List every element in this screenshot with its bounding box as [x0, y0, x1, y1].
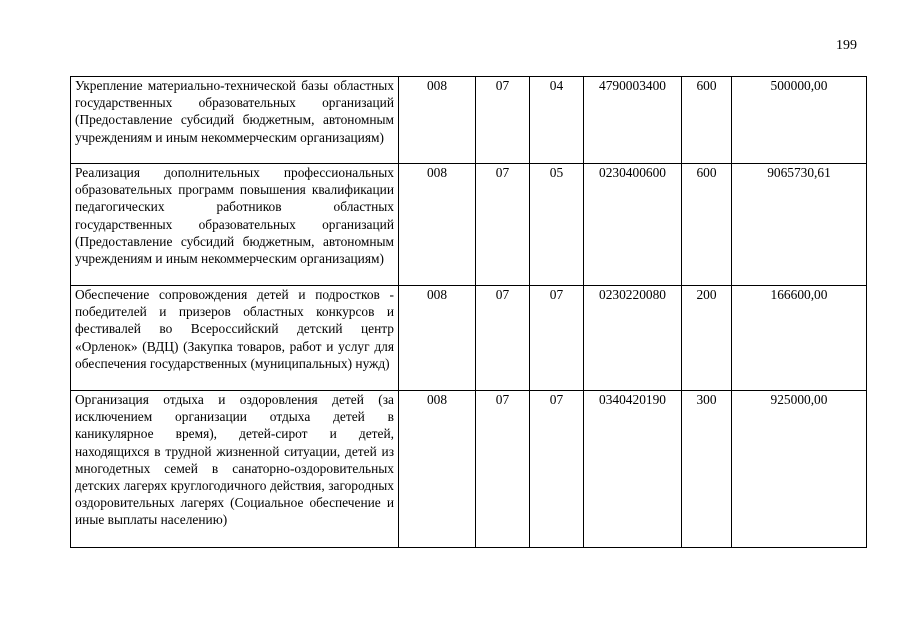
ministry-code: 008: [399, 77, 476, 164]
section-code: 07: [476, 391, 530, 548]
section-code: 07: [476, 286, 530, 391]
budget-table: [70, 76, 867, 548]
row-description: Укрепление материально-технической базы областных государственных образовательных организаций (Предоставление субсидий бюджетным, автономным учреждениям и иным некоммерческим организациям): [71, 77, 399, 164]
section-code: 07: [476, 164, 530, 286]
amount-value: 925000,00: [732, 391, 867, 548]
table-row: [71, 164, 867, 286]
section-code: 07: [476, 77, 530, 164]
table-row: [71, 391, 867, 548]
amount-value: 166600,00: [732, 286, 867, 391]
subsection-code: 05: [530, 164, 584, 286]
target-article-code: 0340420190: [584, 391, 682, 548]
row-description: Реализация дополнительных профессиональных образовательных программ повышения квалификации педагогических работников областных государственных образовательных организаций (Предоставление субсидий бюджетным, автономным учреждениям и иным некоммерческим организациям): [71, 164, 399, 286]
table-row: [71, 77, 867, 164]
subsection-code: 04: [530, 77, 584, 164]
target-article-code: 0230220080: [584, 286, 682, 391]
ministry-code: 008: [399, 286, 476, 391]
amount-value: 9065730,61: [732, 164, 867, 286]
target-article-code: 0230400600: [584, 164, 682, 286]
table-row: [71, 286, 867, 391]
expense-type-code: 600: [682, 77, 732, 164]
expense-type-code: 200: [682, 286, 732, 391]
page-number: 199: [836, 38, 857, 53]
row-description: Организация отдыха и оздоровления детей (за исключением организации отдыха детей в каникулярное время), детей-сирот и детей, находящихся в трудной жизненной ситуации, детей из многодетных семей в санаторно-оздоровительных детских лагерях круглогодичного действия, загородных оздоровительных лагерях (Социальное обеспечение и иные выплаты населению): [71, 391, 399, 548]
amount-value: 500000,00: [732, 77, 867, 164]
target-article-code: 4790003400: [584, 77, 682, 164]
subsection-code: 07: [530, 286, 584, 391]
expense-type-code: 300: [682, 391, 732, 548]
expense-type-code: 600: [682, 164, 732, 286]
row-description: Обеспечение сопровождения детей и подростков - победителей и призеров областных конкурсов и фестивалей во Всероссийский детский центр «Орленок» (ВДЦ) (Закупка товаров, работ и услуг для обеспечения государственных (муниципальных) нужд): [71, 286, 399, 391]
ministry-code: 008: [399, 391, 476, 548]
ministry-code: 008: [399, 164, 476, 286]
subsection-code: 07: [530, 391, 584, 548]
